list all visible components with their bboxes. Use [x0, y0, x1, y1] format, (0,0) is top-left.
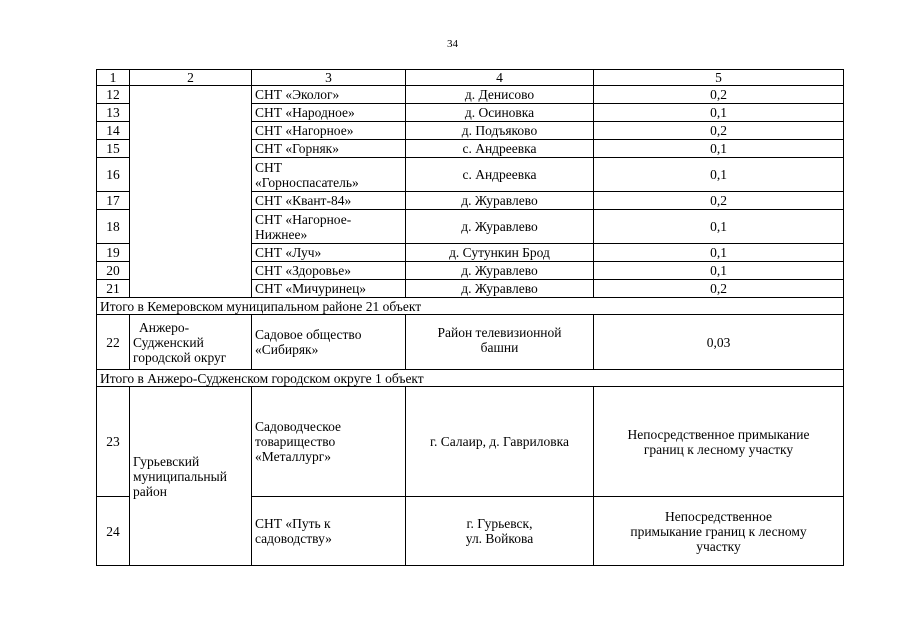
object-value: 0,03 [594, 315, 844, 370]
object-location: д. Денисово [406, 86, 594, 104]
object-name: СНТ «Луч» [252, 244, 406, 262]
object-name-line: «Горноспасатель» [255, 174, 359, 190]
object-location: с. Андреевка [406, 140, 594, 158]
object-value: 0,1 [594, 158, 844, 192]
object-location: д. Осиновка [406, 104, 594, 122]
object-name-line: СНТ [255, 159, 282, 175]
row-number: 14 [97, 122, 130, 140]
table-row [97, 387, 844, 497]
value-line: участку [696, 538, 741, 554]
district-line: городской округ [133, 349, 227, 365]
object-location: д. Журавлево [406, 210, 594, 244]
object-location [406, 315, 594, 370]
value-line: примыкание границ к лесному [630, 523, 807, 539]
district-cell-empty [130, 86, 252, 298]
total-kemerovo: Итого в Кемеровском муниципальном районе 21 объект [97, 298, 844, 315]
row-number: 20 [97, 262, 130, 280]
object-value: 0,1 [594, 262, 844, 280]
object-value: 0,1 [594, 210, 844, 244]
row-number: 22 [97, 315, 130, 370]
object-location [406, 497, 594, 566]
object-name-line: СНТ «Путь к [255, 516, 331, 531]
object-name [252, 497, 406, 566]
object-name [252, 210, 406, 244]
district-line: Судженский [133, 334, 204, 350]
object-name: СНТ «Нагорное» [252, 122, 406, 140]
object-name: СНТ «Эколог» [252, 86, 406, 104]
object-location: д. Подъяково [406, 122, 594, 140]
header-col-4: 4 [406, 70, 594, 86]
row-number: 13 [97, 104, 130, 122]
location-line: ул. Войкова [465, 531, 534, 546]
location-line: г. Гурьевск, [466, 516, 533, 531]
object-value: 0,2 [594, 192, 844, 210]
object-name: СНТ «Здоровье» [252, 262, 406, 280]
page-number: 34 [447, 38, 458, 50]
table-header-row [97, 70, 844, 86]
object-name: СНТ «Квант-84» [252, 192, 406, 210]
row-number: 23 [97, 387, 130, 497]
object-name-line: СНТ «Нагорное- [255, 211, 352, 227]
value-line: Непосредственное [664, 508, 772, 524]
district-line: Гурьевский [133, 453, 200, 469]
object-location: д. Журавлево [406, 280, 594, 298]
header-col-2: 2 [130, 70, 252, 86]
header-col-3: 3 [252, 70, 406, 86]
total-row [97, 298, 844, 315]
object-location: д. Журавлево [406, 192, 594, 210]
object-name-line: Нижнее» [255, 226, 308, 242]
object-name: СНТ «Мичуринец» [252, 280, 406, 298]
object-value: 0,2 [594, 86, 844, 104]
object-location: г. Салаир, д. Гавриловка [406, 387, 594, 497]
object-name-line: Садовое общество [255, 327, 362, 342]
object-name: СНТ «Народное» [252, 104, 406, 122]
table-row [97, 86, 844, 104]
district-line: муниципальный [133, 468, 227, 484]
location-line: Район телевизионной [437, 325, 562, 340]
district-line: район [133, 483, 167, 499]
district-line: Анжеро- [139, 319, 190, 335]
value-line: Непосредственное примыкание [627, 426, 810, 442]
object-value: 0,1 [594, 104, 844, 122]
object-name-line: Садоводческое [255, 419, 342, 434]
header-col-5: 5 [594, 70, 844, 86]
object-value [594, 387, 844, 497]
value-line: границ к лесному участку [643, 441, 794, 457]
table-row [97, 315, 844, 370]
object-name [252, 315, 406, 370]
object-location: д. Журавлево [406, 262, 594, 280]
object-value: 0,2 [594, 122, 844, 140]
object-value: 0,2 [594, 280, 844, 298]
row-number: 15 [97, 140, 130, 158]
district-name [130, 387, 252, 566]
location-line: башни [480, 340, 519, 355]
object-name [252, 158, 406, 192]
objects-table [96, 69, 844, 566]
object-location: д. Сутункин Брод [406, 244, 594, 262]
object-name-line: садоводству» [255, 531, 332, 546]
row-number: 24 [97, 497, 130, 566]
row-number: 18 [97, 210, 130, 244]
row-number: 16 [97, 158, 130, 192]
total-row [97, 370, 844, 387]
total-anzhero: Итого в Анжеро-Судженском городском округе 1 объект [97, 370, 844, 387]
row-number: 19 [97, 244, 130, 262]
object-location: с. Андреевка [406, 158, 594, 192]
object-name-line: «Сибиряк» [255, 342, 319, 357]
header-col-1: 1 [97, 70, 130, 86]
object-value: 0,1 [594, 140, 844, 158]
object-name-line: «Металлург» [255, 449, 332, 464]
object-name-line: товарищество [255, 434, 336, 449]
row-number: 17 [97, 192, 130, 210]
district-name [130, 315, 252, 370]
object-name: СНТ «Горняк» [252, 140, 406, 158]
object-value: 0,1 [594, 244, 844, 262]
object-value [594, 497, 844, 566]
row-number: 12 [97, 86, 130, 104]
row-number: 21 [97, 280, 130, 298]
object-name [252, 387, 406, 497]
